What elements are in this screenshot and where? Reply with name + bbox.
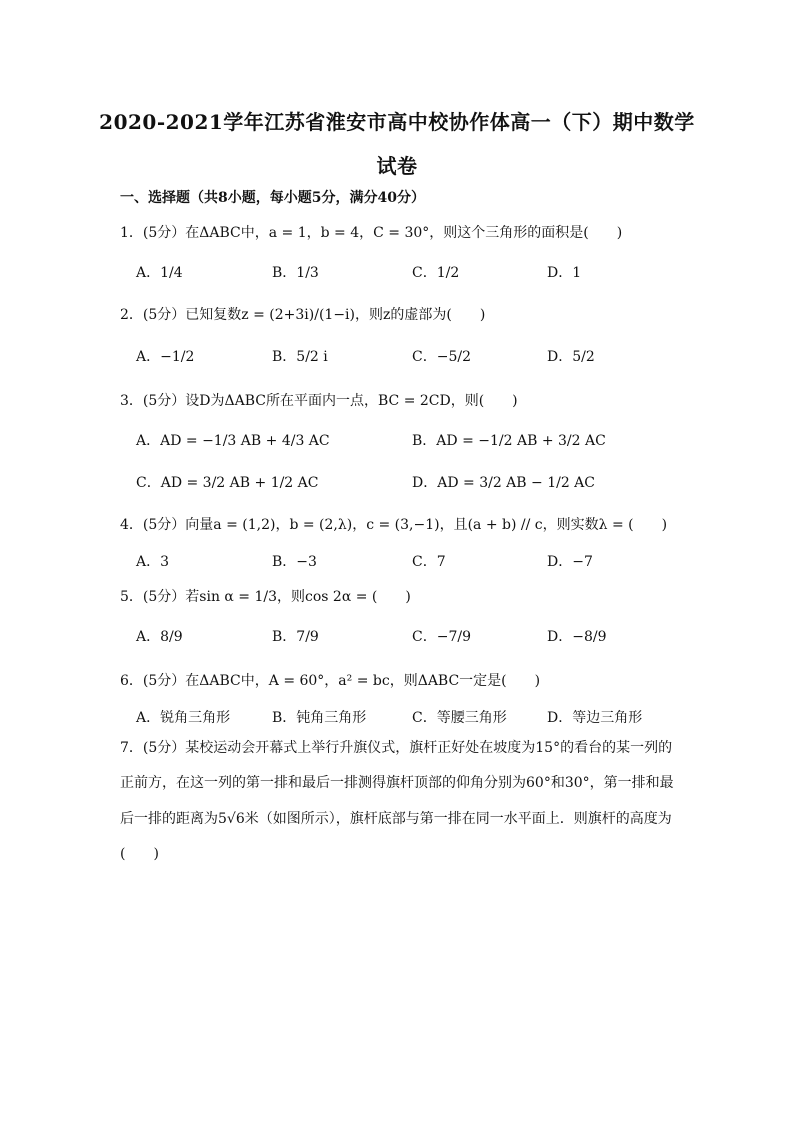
- title-line-2: 试卷: [376, 154, 418, 178]
- q2-option-a: A．−1/2: [136, 349, 195, 365]
- q5-option-b: B．7/9: [272, 629, 319, 645]
- section-heading: 一、选择题（共8小题，每小题5分，满分40分）: [120, 190, 425, 206]
- q1-option-b: B．1/3: [272, 265, 319, 281]
- q6-option-a: A．锐角三角形: [136, 710, 231, 726]
- q3-stem: 3．(5分）设D为ΔABC所在平面内一点，BC = 2CD，则( ): [120, 393, 518, 409]
- q7-line-4: ( ): [120, 846, 159, 862]
- q4-option-a: A．3: [136, 554, 170, 570]
- q4-option-b: B．−3: [272, 554, 317, 570]
- q7-line-1: 7．(5分）某校运动会开幕式上举行升旗仪式，旗杆正好处在坡度为15°的看台的某一列的: [120, 740, 673, 756]
- q4-option-c: C．7: [412, 554, 446, 570]
- q3-option-d: D．AD = 3/2 AB − 1/2 AC: [412, 475, 596, 491]
- q2-option-c: C．−5/2: [412, 349, 471, 365]
- q5-option-c: C．−7/9: [412, 629, 471, 645]
- q5-option-d: D．−8/9: [547, 629, 607, 645]
- q6-option-b: B．钝角三角形: [272, 710, 367, 726]
- q3-option-c: C．AD = 3/2 AB + 1/2 AC: [136, 475, 319, 491]
- q5-option-a: A．8/9: [136, 629, 183, 645]
- q2-stem: 2．(5分）已知复数z = (2+3i)/(1−i)，则z的虚部为( ): [120, 307, 486, 323]
- q4-option-d: D．−7: [547, 554, 593, 570]
- q2-option-d: D．5/2: [547, 349, 595, 365]
- q1-option-d: D．1: [547, 265, 582, 281]
- q1-stem: 1．(5分）在ΔABC中，a = 1，b = 4，C = 30°，则这个三角形的面积是( ): [120, 225, 623, 241]
- q7-line-2: 正前方，在这一列的第一排和最后一排测得旗杆顶部的仰角分别为60°和30°，第一排和最: [120, 775, 674, 791]
- q6-option-d: D．等边三角形: [547, 710, 643, 726]
- q6-option-c: C．等腰三角形: [412, 710, 507, 726]
- q6-stem: 6．(5分）在ΔABC中，A = 60°，a² = bc，则ΔABC一定是( ): [120, 673, 541, 689]
- q1-option-c: C．1/2: [412, 265, 460, 281]
- title-line-1: 2020-2021学年江苏省淮安市高中校协作体高一（下）期中数学: [99, 110, 695, 134]
- q4-stem: 4．(5分）向量a = (1,2)，b = (2,λ)，c = (3,−1)，且(a + b) // c，则实数λ = ( ): [120, 517, 668, 533]
- q7-line-3: 后一排的距离为5√6米（如图所示），旗杆底部与第一排在同一水平面上．则旗杆的高度为: [120, 811, 672, 827]
- q3-option-a: A．AD = −1/3 AB + 4/3 AC: [136, 433, 330, 449]
- q3-option-b: B．AD = −1/2 AB + 3/2 AC: [412, 433, 606, 449]
- q5-stem: 5．(5分）若sin α = 1/3，则cos 2α = ( ): [120, 589, 411, 605]
- q1-option-a: A．1/4: [136, 265, 183, 281]
- q2-option-b: B．5/2 i: [272, 349, 328, 365]
